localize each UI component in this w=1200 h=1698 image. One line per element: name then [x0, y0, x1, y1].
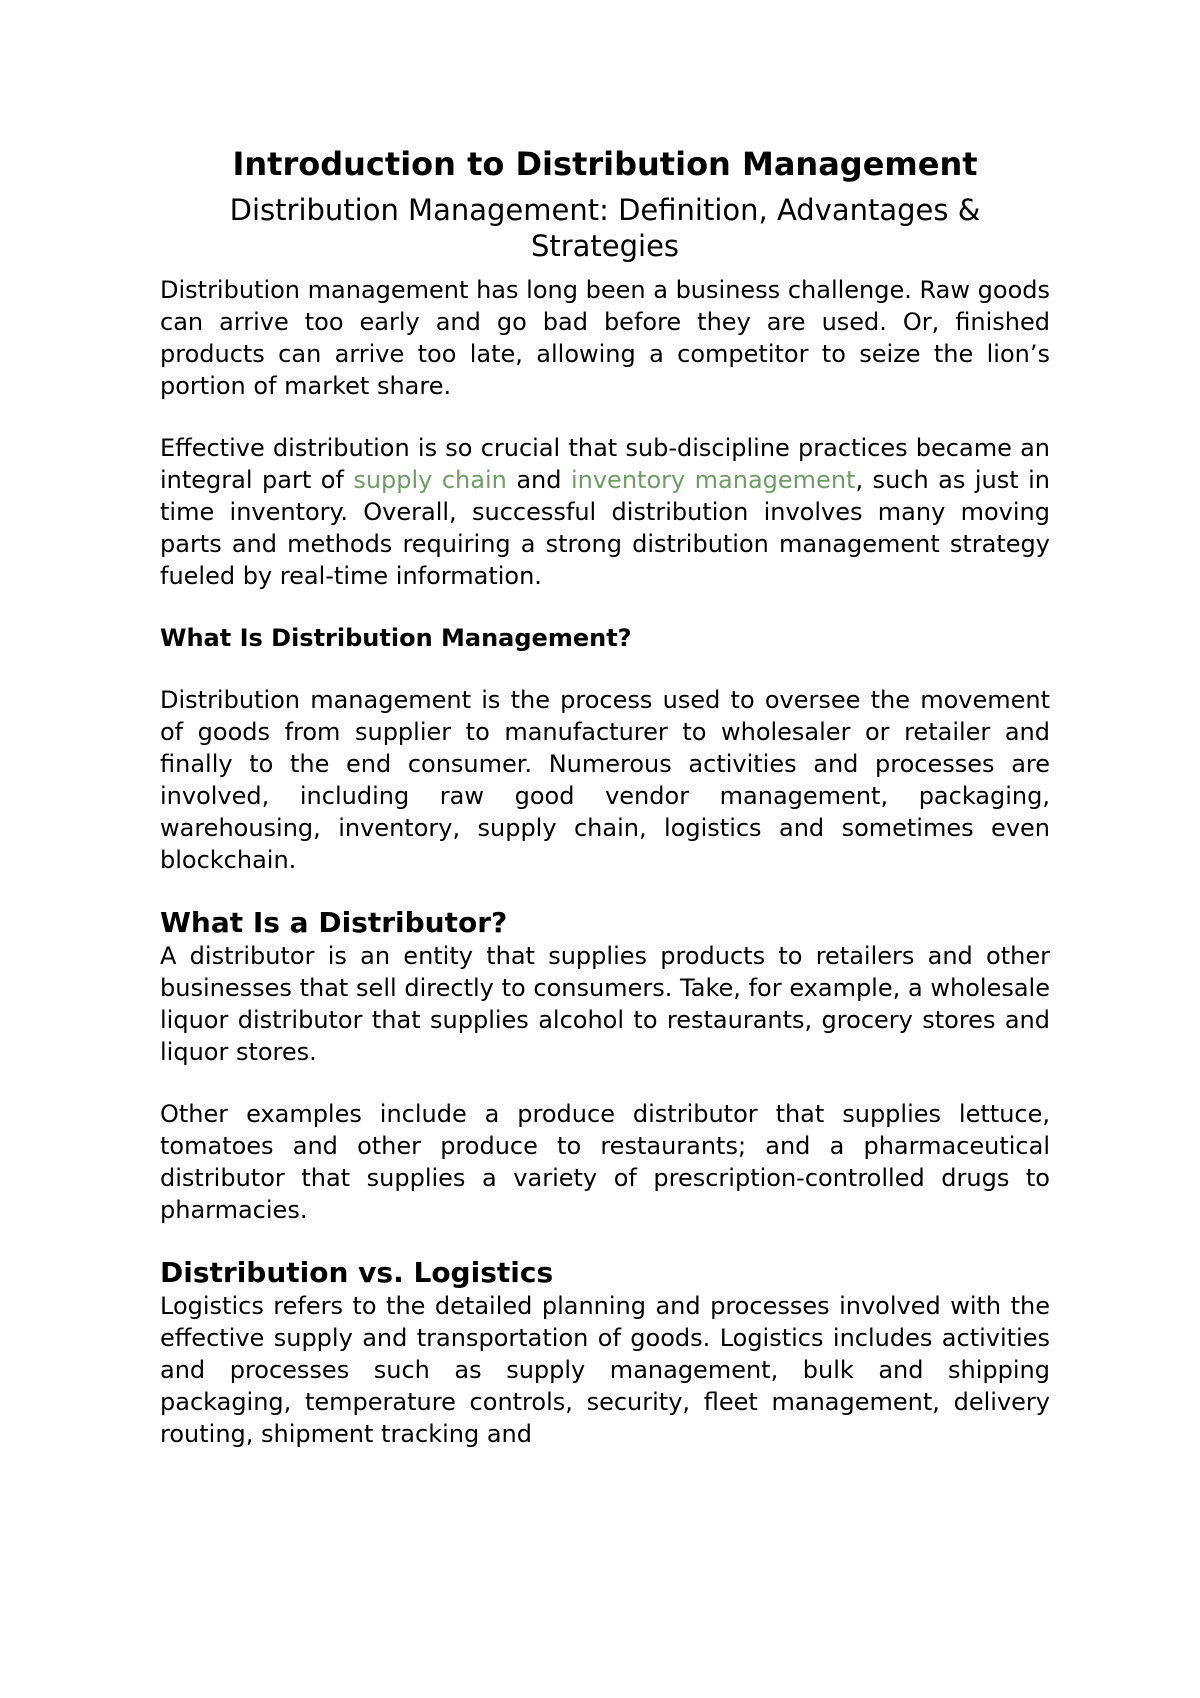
document-title: Introduction to Distribution Management — [232, 145, 978, 183]
inventory-management-link[interactable]: inventory management — [570, 466, 856, 494]
effective-text-and: and — [506, 466, 571, 494]
document-page — [160, 140, 1050, 1450]
distributor-definition-paragraph: A distributor is an entity that supplies products to retailers and other businesses that sell directly to consumers. Take, for example, a wholesale liquor distributor that supplies alcohol to restaurants, grocery stores and liquor stores. — [160, 942, 1050, 1066]
heading-what-is-distribution-management: What Is Distribution Management? — [160, 624, 632, 652]
heading-distribution-vs-logistics: Distribution vs. Logistics — [160, 1256, 554, 1289]
distributor-examples-paragraph: Other examples include a produce distributor that supplies lettuce, tomatoes and other produce to restaurants; and a pharmaceutical distributor that supplies a variety of prescription-controlled drugs to pharmacies. — [160, 1100, 1050, 1224]
document-subtitle: Distribution Management: Definition, Advantages & Strategies — [229, 193, 981, 263]
logistics-paragraph: Logistics refers to the detailed planning and processes involved with the effective supply and transportation of goods. Logistics includes activities and processes such as supply management, bulk and shipping packaging, temperature controls, security, fleet management, delivery routing, shipment tracking and — [160, 1292, 1050, 1448]
effective-text-after: , such as just in time inventory. Overall, successful distribution involves many moving parts and methods requiring a strong distribution management strategy fueled by real-time information. — [160, 466, 1050, 590]
distribution-management-definition-paragraph: Distribution management is the process used to oversee the movement of goods from supplier to manufacturer to wholesaler or retailer and finally to the end consumer. Numerous activities and processes are involved, including raw good vendor management, packaging, warehousing, inventory, supply chain, logistics and sometimes even blockchain. — [160, 686, 1050, 874]
supply-chain-link[interactable]: supply chain — [353, 466, 507, 494]
intro-paragraph: Distribution management has long been a business challenge. Raw goods can arrive too early and go bad before they are used. Or, finished products can arrive too late, allowing a competitor to seize the lion’s portion of market share. — [160, 276, 1050, 400]
heading-what-is-a-distributor: What Is a Distributor? — [160, 906, 508, 939]
effective-distribution-paragraph — [160, 432, 1050, 592]
effective-text-before: Effective distribution is so crucial that sub-discipline practices became an integral part of — [160, 434, 1050, 494]
